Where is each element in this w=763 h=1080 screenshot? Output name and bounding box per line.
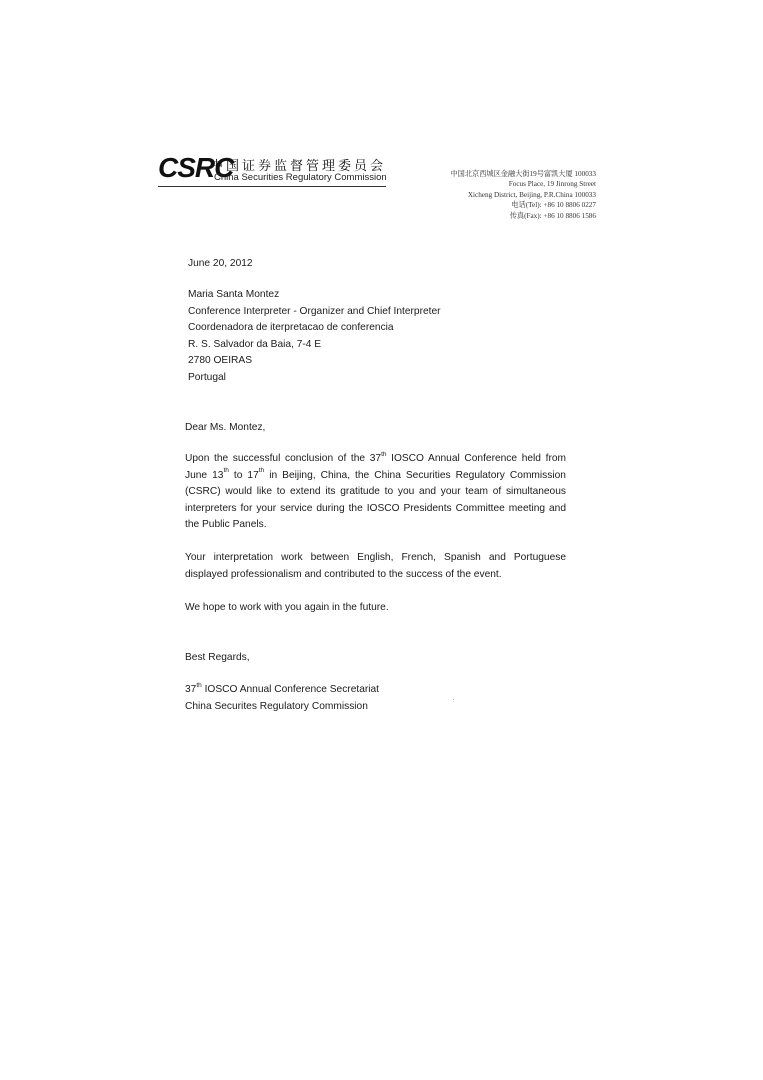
letter-date: June 20, 2012 — [188, 258, 253, 269]
ordinal-suffix: th — [381, 450, 387, 458]
address-line: 中国北京西城区金融大街19号富凯大厦 100033 — [450, 170, 596, 178]
address-line: Focus Place, 19 Jinrong Street — [508, 180, 596, 189]
recipient-title: Conference Interpreter - Organizer and Chief Interpreter — [188, 305, 441, 317]
recipient-address — [188, 287, 441, 387]
recipient-street: R. S. Salvador da Baia, 7-4 E — [188, 338, 322, 350]
paragraph-1 — [185, 451, 566, 534]
signature-number: 37 — [185, 684, 197, 695]
letterhead — [158, 153, 598, 223]
signature-line-1 — [185, 682, 379, 699]
paragraph-1-text: in Beijing, China, the China Securities Regulatory Commission (CSRC) would like to extend its gratitude to you and your team of simultaneous interpreters for your service during the IOSCO Presidents Committee meeting and the Public Panels. — [185, 469, 566, 531]
scan-speck — [453, 699, 454, 700]
address-tel: 电话(Tel): +86 10 8806 0227 — [511, 201, 596, 210]
recipient-city: 2780 OEIRAS — [188, 355, 252, 367]
ordinal-suffix: th — [196, 681, 202, 689]
paragraph-1-text: to 17 — [228, 469, 259, 481]
logo-name-chinese: 中国证券监督管理委员会 — [210, 159, 387, 174]
closing: Best Regards, — [185, 652, 250, 663]
paragraph-1-text: IOSCO Annual Conference held from June 13 — [185, 453, 566, 481]
recipient-country: Portugal — [188, 371, 226, 383]
signature-text: IOSCO Annual Conference Secretariat — [201, 684, 380, 695]
recipient-name: Maria Santa Montez — [188, 289, 280, 300]
letterhead-rule — [158, 186, 386, 187]
paragraph-1-text: Upon the successful conclusion of the 37 — [185, 453, 382, 464]
logo-name-english: China Securities Regulatory Commission — [214, 172, 387, 183]
address-fax: 传真(Fax): +86 10 8806 1586 — [509, 211, 596, 220]
signature-block — [185, 682, 379, 715]
ordinal-suffix: th — [258, 467, 265, 475]
csrc-logo — [158, 153, 388, 187]
salutation: Dear Ms. Montez, — [185, 422, 266, 433]
signature-line-2: China Securites Regulatory Commission — [185, 700, 368, 712]
letterhead-address — [406, 169, 596, 221]
recipient-title-pt: Coordenadora de iterpretacao de conferencia — [188, 322, 394, 334]
paragraph-2: Your interpretation work between English, French, Spanish and Portuguese displayed professionalism and contributed to the success of the event. — [185, 552, 566, 580]
paragraph-3: We hope to work with you again in the future. — [185, 602, 389, 613]
ordinal-suffix: th — [223, 467, 229, 475]
logo-mark: CSRC — [158, 152, 234, 183]
address-line: Xicheng District, Beijing, P.R.China 100033 — [467, 190, 596, 199]
